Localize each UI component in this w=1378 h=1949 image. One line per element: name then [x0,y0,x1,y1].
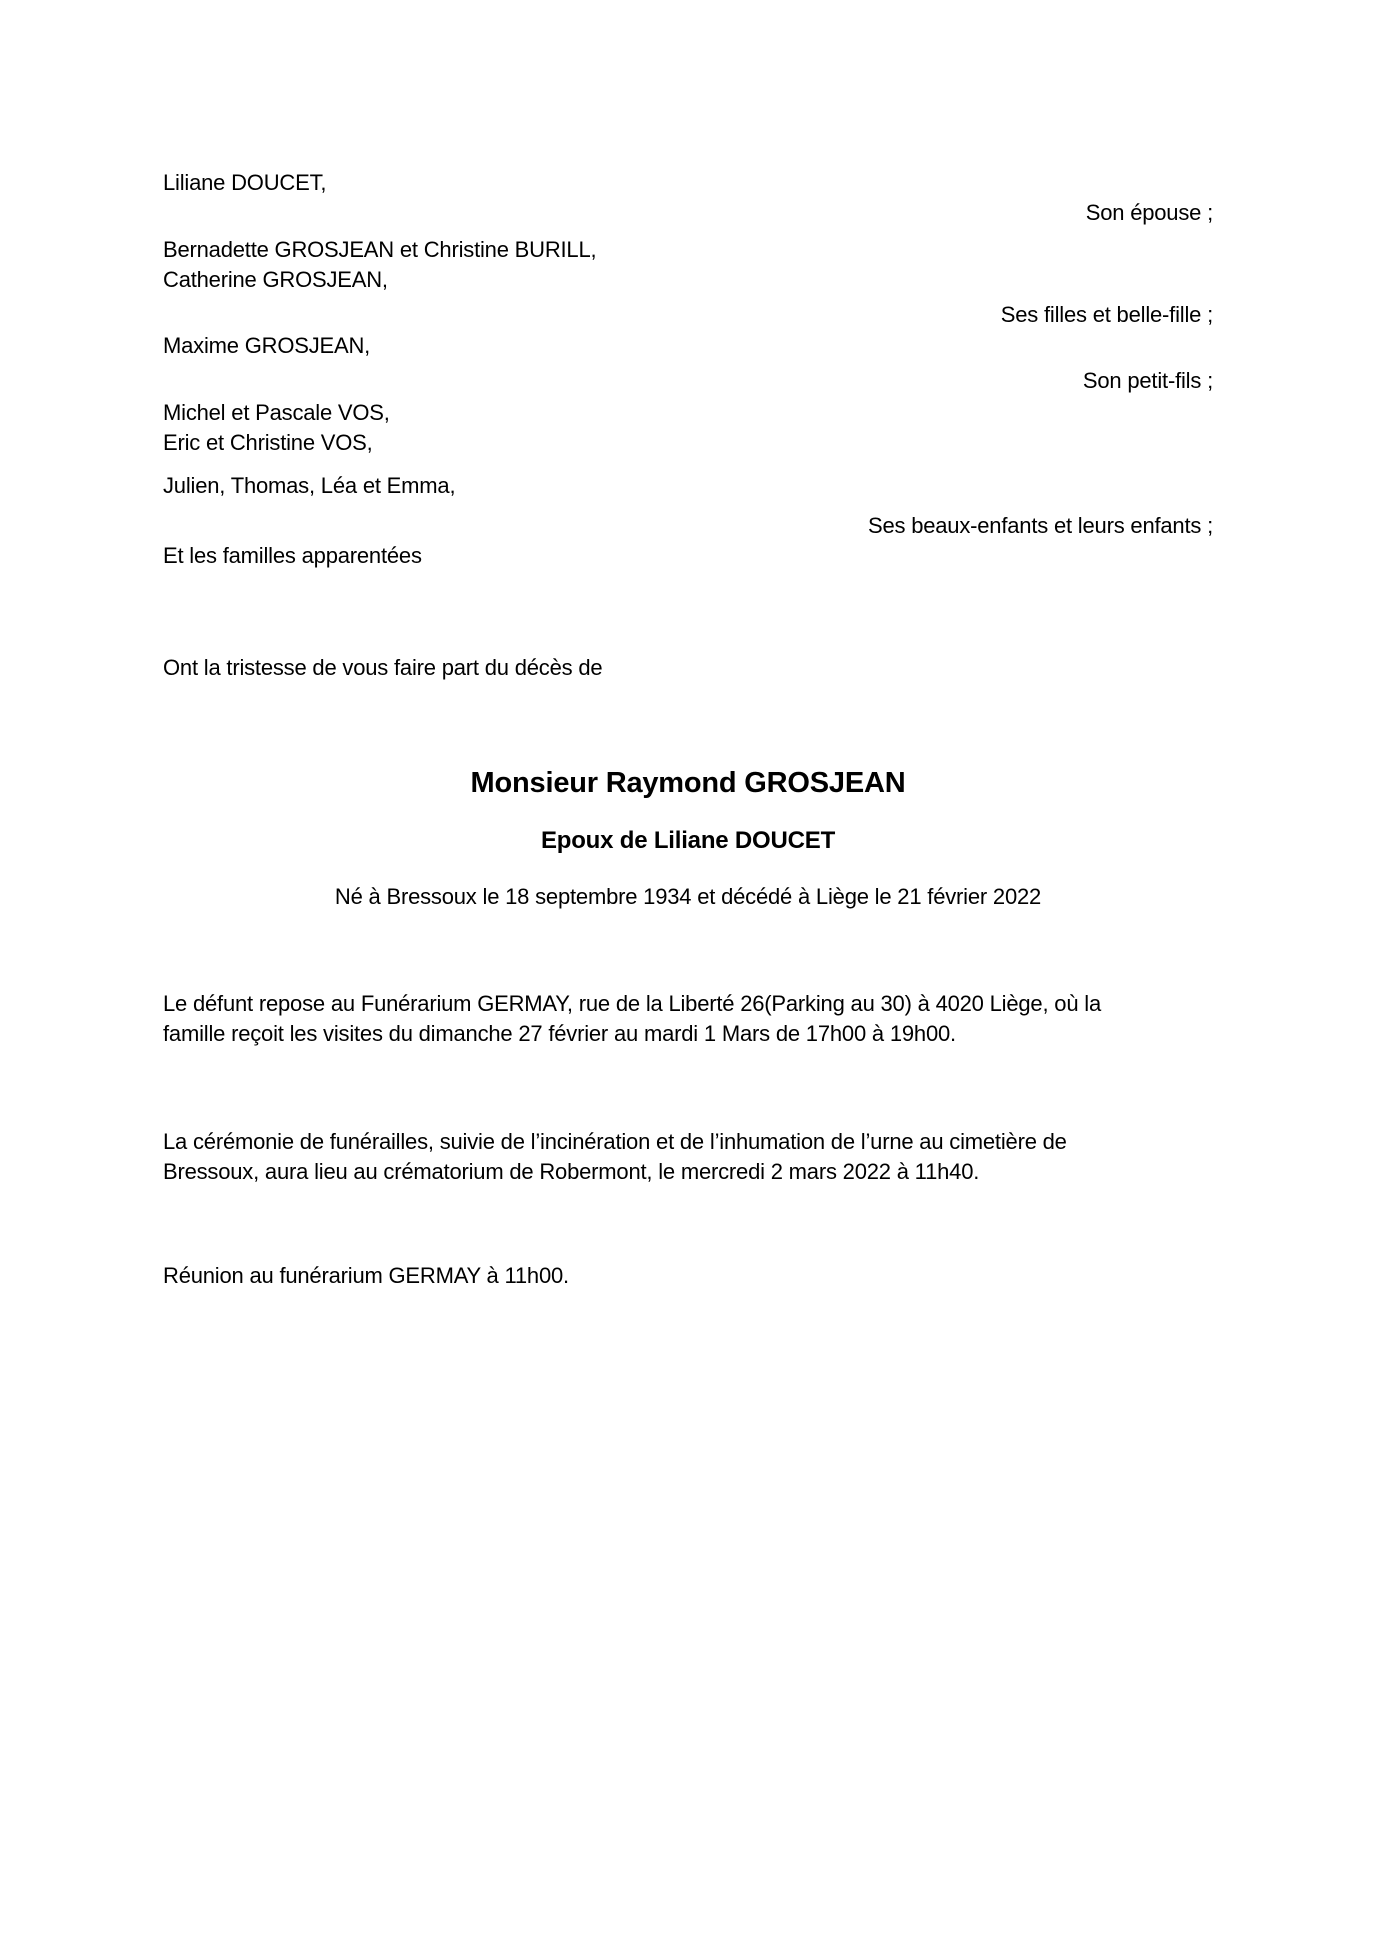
paragraph-line: famille reçoit les visites du dimanche 27 février au mardi 1 Mars de 17h00 à 19h00. [163,1021,956,1046]
relationship-label-line: Ses beaux-enfants et leurs enfants ; [867,513,1213,538]
ceremony-paragraph [163,1127,1213,1187]
paragraph-line: Réunion au funérarium GERMAY à 11h00. [163,1263,569,1288]
arrangements-section [163,989,1213,1291]
relative-names-line: Bernadette GROSJEAN et Christine BURILL, [163,237,597,262]
deceased-section [163,765,1213,912]
paragraph-line: La cérémonie de funérailles, suivie de l’incinération et de l’inhumation de l’urne au cimetière de [163,1129,1067,1154]
announcement-line: Ont la tristesse de vous faire part du décès de [163,655,603,680]
deceased-name-heading: Monsieur Raymond GROSJEAN [470,767,906,799]
relationship-label-line: Ses filles et belle-fille ; [1000,302,1213,327]
relative-names-line: Eric et Christine VOS, [163,430,373,455]
relationship-label-line: Son épouse ; [1085,200,1213,225]
relative-names-line: Liliane DOUCET, [163,170,327,195]
meeting-paragraph [163,1261,1213,1291]
relative-names-line: Michel et Pascale VOS, [163,400,390,425]
relative-names-line: Maxime GROSJEAN, [163,333,371,358]
relative-names-line: Catherine GROSJEAN, [163,267,388,292]
relatives-section [163,168,1213,571]
birth-death-line: Né à Bressoux le 18 septembre 1934 et décédé à Liège le 21 février 2022 [334,884,1042,909]
paragraph-line: Le défunt repose au Funérarium GERMAY, rue de la Liberté 26(Parking au 30) à 4020 Liège, où la [163,991,1101,1016]
relative-names-line: Julien, Thomas, Léa et Emma, [163,473,456,498]
wake-paragraph [163,989,1213,1049]
paragraph-line: Bressoux, aura lieu au crématorium de Robermont, le mercredi 2 mars 2022 à 11h40. [163,1159,980,1184]
relationship-label-line: Son petit-fils ; [1082,368,1213,393]
relative-names-line: Et les familles apparentées [163,543,422,568]
deceased-spouse-line: Epoux de Liliane DOUCET [540,827,836,854]
